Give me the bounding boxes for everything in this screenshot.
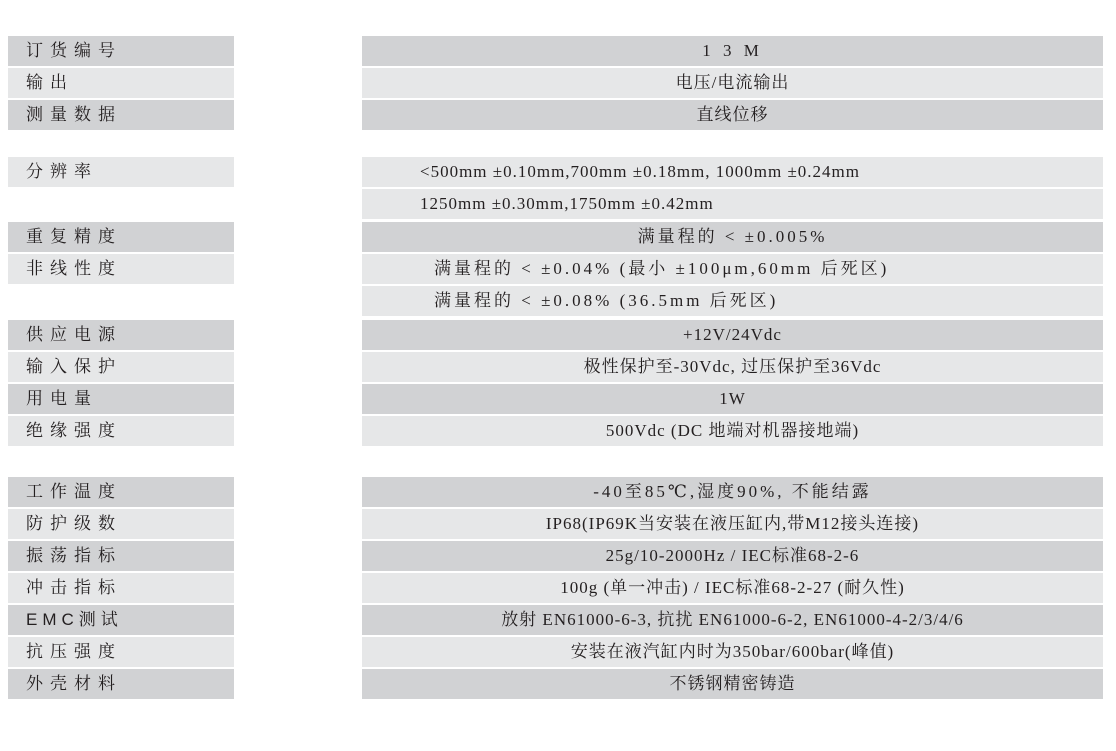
- value-input-protection: 极性保护至-30Vdc, 过压保护至36Vdc: [362, 352, 1103, 382]
- label-repeatability: 重复精度: [8, 222, 234, 252]
- label-housing-material: 外壳材料: [8, 669, 234, 699]
- value-operating-temp: -40至85℃,湿度90%, 不能结露: [362, 477, 1103, 507]
- label-power-consumption: 用电量: [8, 384, 234, 414]
- value-output: 电压/电流输出: [362, 68, 1103, 98]
- label-order-number: 订货编号: [8, 36, 234, 66]
- value-nonlinearity-line2: 满量程的 < ±0.08% (36.5mm 后死区): [362, 286, 1103, 316]
- value-pressure-rating: 安装在液汽缸内时为350bar/600bar(峰值): [362, 637, 1103, 667]
- value-measurement: 直线位移: [362, 100, 1103, 130]
- label-output: 输出: [8, 68, 234, 98]
- value-housing-material: 不锈钢精密铸造: [362, 669, 1103, 699]
- label-input-protection: 输入保护: [8, 352, 234, 382]
- label-operating-temp: 工作温度: [8, 477, 234, 507]
- label-measurement: 测量数据: [8, 100, 234, 130]
- value-repeatability: 满量程的 < ±0.005%: [362, 222, 1103, 252]
- label-pressure-rating: 抗压强度: [8, 637, 234, 667]
- value-shock: 100g (单一冲击) / IEC标准68-2-27 (耐久性): [362, 573, 1103, 603]
- label-insulation: 绝缘强度: [8, 416, 234, 446]
- value-vibration: 25g/10-2000Hz / IEC标准68-2-6: [362, 541, 1103, 571]
- value-power-consumption: 1W: [362, 384, 1103, 414]
- value-resolution: <500mm ±0.10mm,700mm ±0.18mm, 1000mm ±0.24mm: [362, 157, 1103, 187]
- value-order-number: 1 3 M: [362, 36, 1103, 66]
- label-shock: 冲击指标: [8, 573, 234, 603]
- value-insulation: 500Vdc (DC 地端对机器接地端): [362, 416, 1103, 446]
- value-protection-class: IP68(IP69K当安装在液压缸内,带M12接头连接): [362, 509, 1103, 539]
- label-nonlinearity: 非线性度: [8, 254, 234, 284]
- label-power-supply: 供应电源: [8, 320, 234, 350]
- label-vibration: 振荡指标: [8, 541, 234, 571]
- value-power-supply: +12V/24Vdc: [362, 320, 1103, 350]
- value-resolution-line2: 1250mm ±0.30mm,1750mm ±0.42mm: [362, 189, 1103, 219]
- label-emc: EMC测试: [8, 605, 234, 635]
- label-protection-class: 防护级数: [8, 509, 234, 539]
- value-emc: 放射 EN61000-6-3, 抗扰 EN61000-6-2, EN61000-4-2/3/4/6: [362, 605, 1103, 635]
- value-nonlinearity: 满量程的 < ±0.04% (最小 ±100μm,60mm 后死区): [362, 254, 1103, 284]
- label-resolution: 分辨率: [8, 157, 234, 187]
